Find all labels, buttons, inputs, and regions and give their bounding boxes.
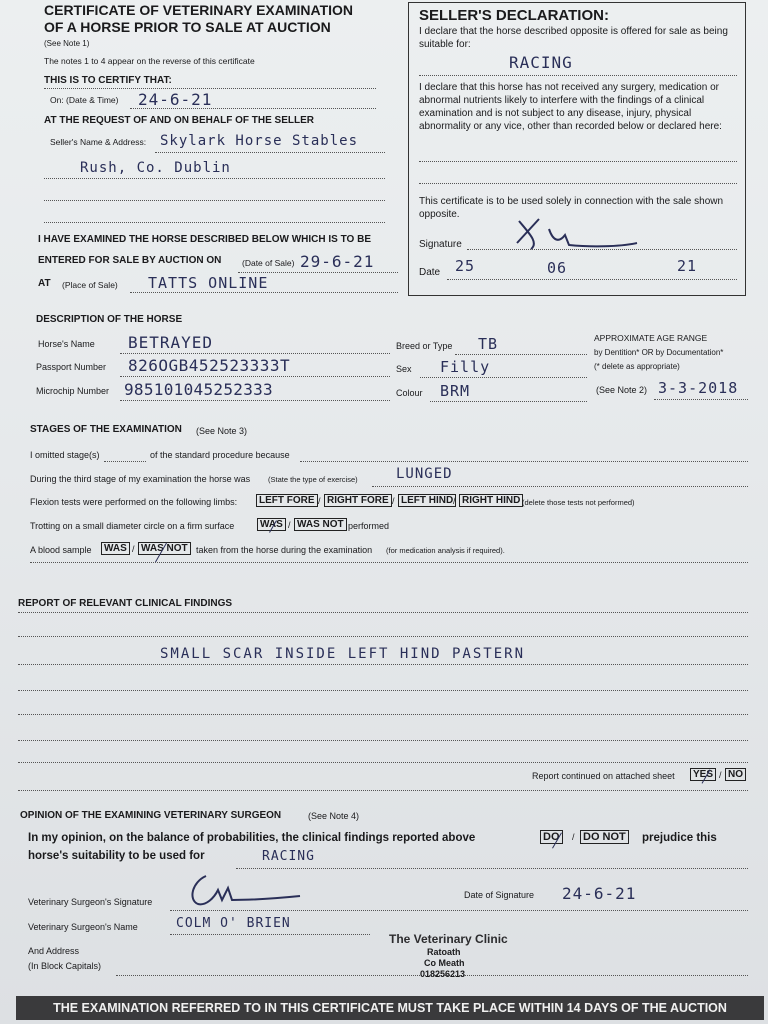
flexion-left-fore[interactable]: LEFT FORE [256, 494, 318, 507]
date-of-signature-value: 24-6-21 [562, 884, 637, 903]
certificate-page: CERTIFICATE OF VETERINARY EXAMINATION OF A HORSE PRIOR TO SALE AT AUCTION (See Note 1) The notes 1 to 4 appear on the reverse of this certificate THIS IS TO CERTIFY THAT: On: (Date & Time) 24-6-21 AT THE REQUEST OF AND ON BEHALF OF THE SELLER Seller's Name & Address: Skylark Horse Stables Rush, Co. Dublin I HAVE EXAMINED THE HORSE DESCRIBED BELOW WHICH IS TO BE ENTERED FOR SALE BY AUCTION ON (Date of Sale) 29-6-21 AT (Place of Sale) TATTS ONLINE SELLER'S DECLARATION: I declare that the horse described opposite is offered for sale as being suitable for: RACING I declare that this horse has not received any surgery, medication or abnormal nutrients likely to interfere with the findings of a clinical examination and is not subject to any disease, injury, physical abnormality or any vice, other than recorded below or declared here: This certificate is to be used solely in connection with the sale shown opposite. Signature Date 25 06 21 DESCRIPTION OF THE HORSE Horse's Name BETRAYED Passport Number 826OGB452523333T Microchip Number 985101045252333 Breed or Type TB Sex Filly Colour BRM APPROXIMATE AGE RANGE by Dentition* OR by Documentation* (* delete as appropriate) (See Note 2) 3-3-2018 STAGES OF THE EXAMINATION (See Note 3) I omitted stage(s) of the standard procedure because During the third stage of my examination the horse was (State the type of exercise) LUNGED Flexion tests were performed on the following limbs: LEFT FORE / RIGHT FORE / LEFT HIND / RIGHT HIND (delete those tests not performed) Trotting on a small diameter circle on a firm surface WAS / WAS NOT performed A blood sample WAS / WAS NOT taken from the horse during the examination (for medication analysis if required). REPORT OF RELEVANT CLINICAL FINDINGS SMALL SCAR INSIDE LEFT HIND PASTERN Report continued on attached sheet YES / NO OPINION OF THE EXAMINING VETERINARY SURGEON (See Note 4) In my opinion, on the balance of probabilities, the clinical findings reported above DO / DO NOT prejudice this horse's suitability to be used for RACING Veterinary Surgeon's Signature Date of Signature 24-6-21 Veterinary Surgeon's Name COLM O' BRIEN And Address (In Block Capitals) The Veterinary Clinic Ratoath Co Meath 018256213 THE EXAMINATION REFERRED TO IN THIS CERTIFICATE MUST TAKE PLACE WITHIN 14 DAYS OF THE AUCTION [0, 0, 768, 1024]
blood-suffix: taken from the horse during the examination [196, 545, 373, 555]
declaration-title: SELLER'S DECLARATION: [419, 7, 609, 24]
place-of-sale-label: (Place of Sale) [62, 280, 118, 290]
opinion-do[interactable]: DO [540, 830, 563, 844]
opinion-use-value: RACING [262, 849, 315, 864]
age-see-note2: (See Note 2) [596, 385, 648, 395]
breed-value: TB [478, 335, 499, 353]
opinion-do-not[interactable]: DO NOT [580, 830, 629, 844]
place-of-sale-value: TATTS ONLINE [148, 274, 269, 292]
stages-see-note3: (See Note 3) [196, 426, 248, 436]
vet-name-value: COLM O' BRIEN [176, 916, 291, 931]
clinic-stamp-line3: Co Meath [424, 958, 465, 968]
sex-value: Filly [440, 358, 491, 376]
opinion-line1: In my opinion, on the balance of probabilities, the clinical findings reported above [28, 832, 476, 844]
declaration-signature-label: Signature [419, 239, 462, 250]
vet-signature [184, 870, 304, 910]
declaration-date-month: 06 [547, 259, 568, 277]
footer-banner: THE EXAMINATION REFERRED TO IN THIS CERTIFICATE MUST TAKE PLACE WITHIN 14 DAYS OF THE AUCTION [16, 996, 764, 1020]
request-label: AT THE REQUEST OF AND ON BEHALF OF THE SELLER [44, 115, 314, 126]
opinion-line2: horse's suitability to be used for [28, 850, 205, 862]
trotting-label: Trotting on a small diameter circle on a firm surface [30, 521, 235, 531]
findings-value: SMALL SCAR INSIDE LEFT HIND PASTERN [160, 646, 526, 662]
certificate-title-line1: CERTIFICATE OF VETERINARY EXAMINATION [44, 2, 354, 18]
notes-text: The notes 1 to 4 appear on the reverse of this certificate [44, 56, 255, 66]
passport-label: Passport Number [36, 362, 107, 372]
breed-label: Breed or Type [396, 341, 453, 351]
date-of-sale-label: (Date of Sale) [242, 258, 295, 268]
omitted-label: I omitted stage(s) [30, 450, 100, 460]
opinion-heading: OPINION OF THE EXAMINING VETERINARY SURGEON [20, 810, 282, 821]
blood-was-not[interactable]: WAS NOT [138, 542, 191, 555]
seller-name-label: Seller's Name & Address: [50, 137, 147, 147]
third-stage-label: During the third stage of my examination the horse was [30, 474, 251, 484]
opinion-line1-suffix: prejudice this [642, 832, 717, 844]
address-block-capitals: (In Block Capitals) [28, 961, 102, 971]
blood-label: A blood sample [30, 545, 92, 555]
age-delete-note: (* delete as appropriate) [594, 362, 680, 371]
declaration-date-year: 21 [677, 257, 698, 275]
flexion-left-hind[interactable]: LEFT HIND [398, 494, 456, 507]
on-date-label: On: (Date & Time) [50, 95, 119, 105]
colour-label: Colour [396, 388, 423, 398]
age-by-line: by Dentition* OR by Documentation* [594, 348, 724, 357]
description-heading: DESCRIPTION OF THE HORSE [36, 314, 183, 325]
sex-label: Sex [396, 364, 412, 374]
age-value: 3-3-2018 [658, 379, 739, 397]
report-continued-label: Report continued on attached sheet [532, 771, 675, 781]
suitable-for-value: RACING [509, 53, 573, 72]
examined-line2: ENTERED FOR SALE BY AUCTION ON [38, 255, 222, 266]
vet-signature-label: Veterinary Surgeon's Signature [28, 897, 153, 907]
certify-label: THIS IS TO CERTIFY THAT: [44, 75, 172, 86]
certificate-title-line2: OF A HORSE PRIOR TO SALE AT AUCTION [44, 19, 331, 35]
blood-was[interactable]: WAS [101, 542, 130, 555]
trotting-was[interactable]: WAS [257, 518, 286, 531]
age-range-title: APPROXIMATE AGE RANGE [594, 333, 708, 343]
opinion-see-note4: (See Note 4) [308, 811, 360, 821]
flexion-label: Flexion tests were performed on the following limbs: [30, 497, 238, 507]
third-stage-value: LUNGED [396, 466, 453, 482]
date-of-signature-label: Date of Signature [464, 890, 535, 900]
seller-line2-value: Rush, Co. Dublin [80, 160, 231, 176]
continued-no[interactable]: NO [725, 768, 746, 781]
omitted-suffix: of the standard procedure because [150, 450, 290, 460]
see-note-1: (See Note 1) [44, 39, 90, 48]
continued-yes[interactable]: YES [690, 768, 716, 781]
declaration-text3: This certificate is to be used solely in connection with the sale shown opposite. [419, 196, 724, 220]
clinic-stamp-line2: Ratoath [427, 947, 461, 957]
declaration-date-label: Date [419, 267, 441, 278]
horse-name-label: Horse's Name [38, 339, 95, 349]
date-of-sale-value: 29-6-21 [300, 252, 375, 271]
microchip-value: 985101045252333 [124, 380, 273, 399]
declaration-text2: I declare that this horse has not received any surgery, medication or abnormal nutrients likely to interfere with the findings of a clinical examination and is not subject to any disease, injury, physical abnormality or any vice, other than recorded below or declared here: [419, 82, 722, 132]
horse-name-value: BETRAYED [128, 333, 214, 352]
at-label: AT [38, 278, 51, 289]
stages-heading: STAGES OF THE EXAMINATION [30, 424, 182, 435]
examined-line1: I HAVE EXAMINED THE HORSE DESCRIBED BELOW WHICH IS TO BE [38, 234, 371, 245]
vet-name-label: Veterinary Surgeon's Name [28, 922, 138, 932]
seller-declaration-box [408, 2, 746, 296]
flexion-note: (delete those tests not performed) [522, 498, 635, 507]
address-label: And Address [28, 946, 80, 956]
blood-note: (for medication analysis if required). [386, 546, 505, 555]
declaration-text1: I declare that the horse described opposite is offered for sale as being suitable for: [419, 26, 728, 50]
colour-value: BRM [440, 382, 471, 400]
clinic-stamp-line4: 018256213 [420, 969, 466, 979]
seller-line1-value: Skylark Horse Stables [160, 133, 359, 149]
on-date-value: 24-6-21 [138, 90, 213, 109]
trotting-was-not[interactable]: WAS NOT [294, 518, 347, 531]
declaration-date-day: 25 [455, 257, 476, 275]
flexion-right-hind[interactable]: RIGHT HIND [459, 494, 523, 507]
third-stage-hint: (State the type of exercise) [268, 475, 358, 484]
microchip-label: Microchip Number [36, 386, 110, 396]
findings-heading: REPORT OF RELEVANT CLINICAL FINDINGS [18, 598, 233, 609]
passport-value: 826OGB452523333T [128, 356, 291, 375]
seller-signature [509, 213, 649, 253]
clinic-stamp-line1: The Veterinary Clinic [389, 932, 508, 946]
flexion-right-fore[interactable]: RIGHT FORE [324, 494, 392, 507]
trotting-suffix: performed [348, 521, 390, 531]
